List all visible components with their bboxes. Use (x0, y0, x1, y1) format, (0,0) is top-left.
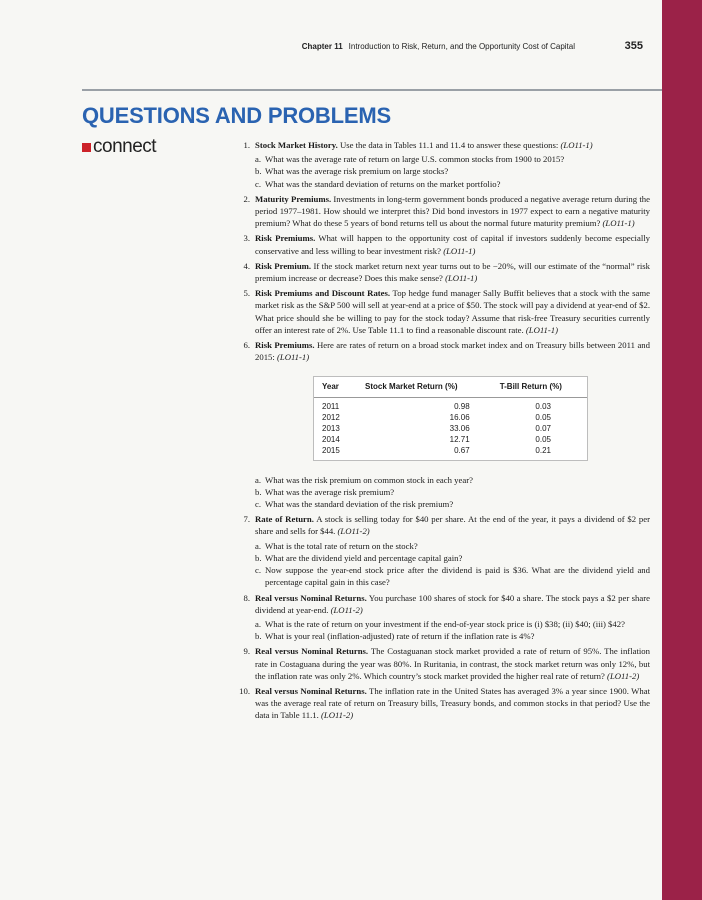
sub-question-text: What was the standard deviation of the risk premium? (265, 499, 454, 510)
sub-question (255, 552, 650, 564)
sub-question-letter: c. (255, 565, 262, 576)
question-text: Real versus Nominal Returns. The Costaguanan stock market provided a rate of return of 95%. The inflation rate in Costaguana during the year was 80%. In Ruritania, in contrast, the stock market return was only 12%, but the inflation rate was only 2%. Which country’s stock market provided the higher real rate of return? (LO11-2) (255, 646, 650, 681)
question-heading: Risk Premiums and Discount Rates. (255, 288, 391, 299)
question-item (233, 287, 650, 336)
sub-question-text: What was the risk premium on common stock in each year? (265, 474, 473, 485)
question-text: Risk Premium. If the stock market return next year turns out to be −20%, will our estimate of the “normal” risk premium increase or decrease? Does this make sense? (LO11-1) (255, 260, 650, 284)
table-cell: 0.21 (535, 446, 551, 456)
sub-question-text: What is the rate of return on your investment if the end-of-year stock price is (i) $38; (ii) $40; (iii) $42? (265, 618, 625, 629)
question-number: 9. (243, 646, 250, 657)
column-header: Stock Market Return (%) (353, 377, 492, 397)
sub-question-letter: c. (255, 178, 262, 189)
learning-objective: (LO11-2) (330, 604, 363, 615)
table-cell: 2015 (322, 446, 340, 456)
learning-objective: (LO11-2) (607, 670, 640, 681)
sub-question-letter: c. (255, 499, 262, 510)
sub-question-letter: b. (255, 552, 262, 563)
sub-question (255, 178, 650, 190)
page-number: 355 (624, 40, 643, 52)
question-number: 7. (243, 514, 250, 525)
question-number: 4. (243, 260, 250, 271)
column-header: Year (314, 377, 353, 397)
sub-question-list (255, 153, 650, 190)
sub-question (255, 153, 650, 165)
table-header-row (314, 377, 587, 397)
table-cell: 0.98 (454, 401, 470, 411)
question-number: 1. (243, 140, 250, 150)
learning-objective: (LO11-1) (560, 140, 593, 150)
question-number: 2. (243, 193, 250, 204)
publisher-mark-icon (82, 143, 91, 152)
question-heading: Risk Premium. (255, 260, 312, 271)
question-text: Risk Premiums and Discount Rates. Top hedge fund manager Sally Buffit believes that a stock with the same market risk as the S&P 500 will sell at year-end at a price of $50. The stock will pay a dividend at year-end of $2. What price should she be willing to pay for the stock today? Assume that risk-free Treasury securities currently offer an interest rate of 2%. Use Table 11.1 to find a reasonable discount rate. (LO11-1) (255, 288, 650, 335)
table-row (314, 434, 587, 445)
question-number: 3. (243, 233, 250, 244)
chapter-heading (302, 42, 575, 51)
table-cell: 12.71 (449, 435, 470, 445)
sub-question-text: What are the dividend yield and percentage capital gain? (265, 552, 463, 563)
sub-question-letter: a. (255, 540, 262, 551)
sub-question (255, 165, 650, 177)
learning-objective: (LO11-1) (602, 218, 635, 229)
question-number: 6. (243, 340, 250, 351)
question-heading: Rate of Return. (255, 514, 314, 525)
section-rule (82, 89, 662, 91)
question-text: Maturity Premiums. Investments in long-term government bonds produced a negative average return during the period 1977–1981. How should we interpret this? Did bond investors in 1977 expect to earn a negative maturity premium? What do these 5 years of bond returns tell us about the normal future maturity premium? (LO11-1) (255, 193, 650, 229)
sub-question-letter: b. (255, 166, 262, 177)
question-heading: Risk Premiums. (255, 340, 315, 351)
sub-question-letter: a. (255, 154, 262, 165)
table-cell: 2013 (322, 424, 340, 434)
learning-objective: (LO11-1) (445, 273, 478, 284)
table-cell: 0.03 (535, 401, 551, 411)
connect-logo (82, 138, 156, 156)
table-row (314, 397, 587, 412)
question-heading: Real versus Nominal Returns. (255, 592, 367, 603)
question-number: 10. (239, 685, 250, 696)
sub-question-text: Now suppose the year-end stock price after the dividend is paid is $36. What are the dividend yield and percentage capital gain in this case? (265, 565, 650, 588)
question-text: Real versus Nominal Returns. You purchase 100 shares of stock for $40 a share. The stock pays a $2 per share dividend at year-end. (LO11-2) (255, 592, 650, 615)
question-item (233, 339, 650, 510)
sub-question-text: What was the standard deviation of returns on the market portfolio? (265, 178, 501, 189)
sub-question-letter: b. (255, 631, 262, 642)
sub-question (255, 474, 650, 486)
connect-logo-text: connect (93, 136, 157, 157)
table-cell: 2011 (322, 401, 340, 411)
chapter-title: Introduction to Risk, Return, and the Opportunity Cost of Capital (348, 42, 575, 51)
table-cell: 2012 (322, 412, 340, 422)
sub-question-letter: a. (255, 618, 262, 629)
chapter-label: Chapter 11 (301, 42, 343, 51)
sub-question (255, 540, 650, 552)
sub-question (255, 630, 650, 642)
question-heading: Real versus Nominal Returns. (255, 646, 369, 657)
table-cell: 16.06 (449, 412, 470, 422)
question-item (233, 139, 650, 190)
table-head (314, 377, 587, 397)
sub-question (255, 486, 650, 498)
chapter-sidebar-band (662, 0, 702, 900)
column-header: T-Bill Return (%) (492, 377, 587, 397)
returns-table (313, 376, 588, 460)
question-heading: Stock Market History. (255, 140, 338, 150)
question-item (233, 232, 650, 256)
table-row (314, 412, 587, 423)
question-number: 8. (243, 592, 250, 603)
question-item (233, 645, 650, 682)
question-item (233, 260, 650, 284)
question-heading: Risk Premiums. (255, 233, 316, 244)
sub-question (255, 498, 650, 510)
table-cell: 2014 (322, 435, 340, 445)
question-text: Rate of Return. A stock is selling today for $40 per share. At the end of the year, it pays a dividend of $2 per share and sells for $44. (LO11-2) (255, 514, 650, 537)
table-row (314, 423, 587, 434)
sub-question-list (255, 474, 650, 511)
sub-question-text: What was the average rate of return on large U.S. common stocks from 1900 to 2015? (265, 154, 565, 165)
question-text: Risk Premiums. Here are rates of return on a broad stock market index and on Treasury bills between 2011 and 2015: (LO11-1) (255, 340, 650, 363)
questions-list (233, 139, 650, 725)
table-cell: 0.05 (535, 435, 551, 445)
question-heading: Maturity Premiums. (255, 193, 332, 204)
question-item (233, 513, 650, 588)
question-item (233, 685, 650, 722)
section-title: QUESTIONS AND PROBLEMS (82, 103, 391, 128)
question-heading: Real versus Nominal Returns. (255, 685, 367, 696)
question-item (233, 592, 650, 643)
question-text: Real versus Nominal Returns. The inflation rate in the United States has averaged 3% a year since 1900. What was the average real rate of return on Treasury bills, Treasury bonds, and common stocks in that period? Use the data in Table 11.1. (LO11-2) (255, 685, 650, 721)
table-cell: 0.67 (454, 446, 470, 456)
running-header (0, 40, 655, 54)
sub-question-text: What was the average risk premium on large stocks? (265, 166, 449, 177)
returns-table-grid (314, 377, 587, 459)
question-number: 5. (243, 288, 250, 299)
sub-question-text: What is the total rate of return on the stock? (265, 540, 418, 551)
learning-objective: (LO11-2) (337, 526, 370, 537)
question-item (233, 193, 650, 230)
table-row (314, 445, 587, 459)
learning-objective: (LO11-1) (276, 352, 310, 363)
table-body (314, 397, 587, 460)
sub-question-text: What was the average risk premium? (265, 486, 395, 497)
table-cell: 0.07 (535, 424, 551, 434)
sub-question-text: What is your real (inflation-adjusted) rate of return if the inflation rate is 4%? (265, 631, 535, 642)
sub-question-list (255, 540, 650, 589)
question-text: Stock Market History. Use the data in Tables 11.1 and 11.4 to answer these questions: (LO11-1) (255, 140, 593, 150)
table-cell: 0.05 (535, 412, 551, 422)
sub-question (255, 564, 650, 588)
learning-objective: (LO11-1) (525, 324, 559, 335)
sub-question-letter: b. (255, 486, 262, 497)
learning-objective: (LO11-2) (320, 710, 354, 721)
table-cell: 33.06 (449, 424, 470, 434)
sub-question-letter: a. (255, 474, 262, 485)
question-text: Risk Premiums. What will happen to the opportunity cost of capital if investors suddenly become especially conservative and less willing to bear investment risk? (LO11-1) (255, 233, 650, 256)
learning-objective: (LO11-1) (443, 245, 476, 256)
sub-question-list (255, 618, 650, 642)
sub-question (255, 618, 650, 630)
